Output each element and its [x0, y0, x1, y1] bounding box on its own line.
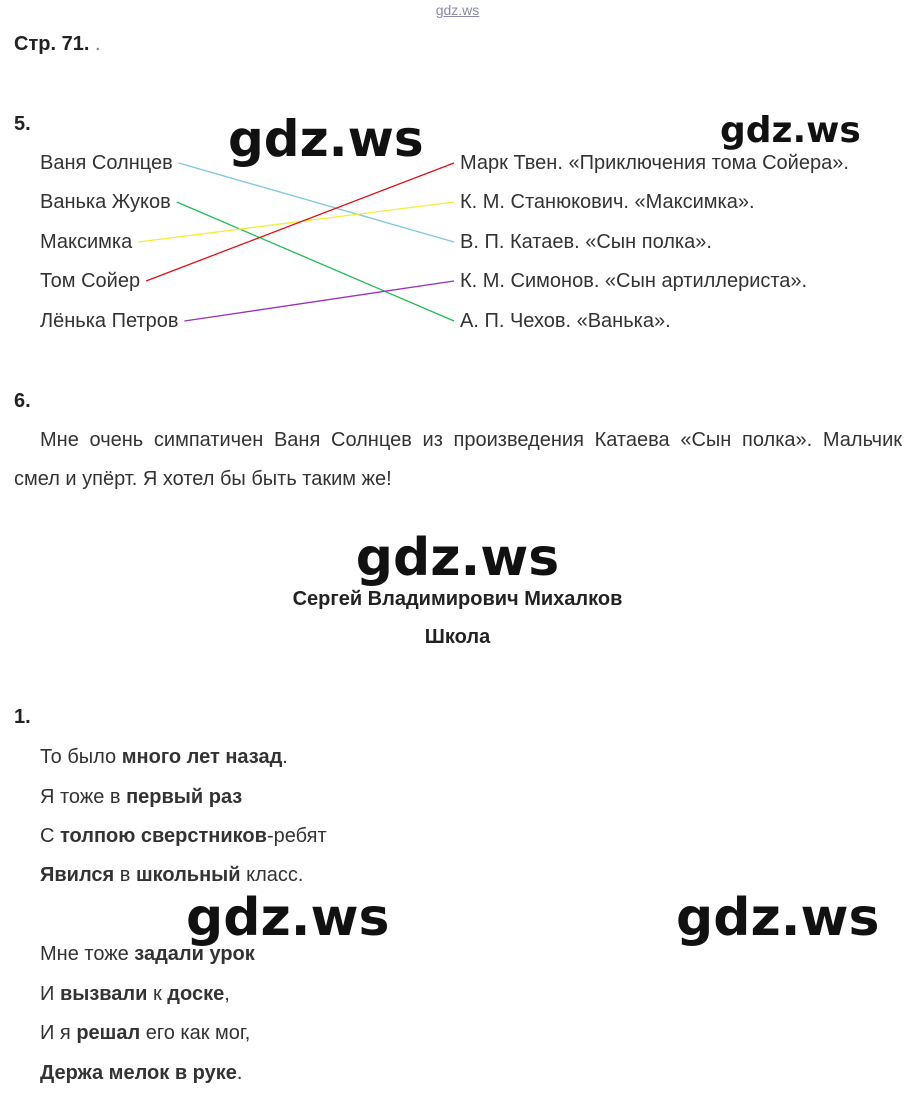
- plain-phrase: И: [40, 983, 60, 1005]
- plain-phrase: Мне тоже: [40, 943, 135, 965]
- connection-line: [184, 281, 454, 321]
- watermark-4: gdz.ws: [186, 888, 390, 948]
- task6-text: Мне очень симпатичен Ваня Солнцев из произведения Катаева «Сын полка». Мальчик смел и упёрт. Я хотел бы быть таким же!: [14, 429, 902, 490]
- book-author-title: К. М. Станюкович. «Максимка».: [460, 191, 755, 213]
- task5-number: 5.: [14, 113, 31, 135]
- top-watermark: gdz.ws: [435, 2, 480, 18]
- page-header-trail: .: [94, 33, 101, 55]
- highlighted-phrase: школьный: [135, 864, 241, 886]
- plain-phrase: С: [40, 825, 60, 847]
- plain-phrase: .: [236, 1062, 243, 1084]
- plain-phrase: -ребят: [266, 825, 327, 847]
- poem-line: [40, 745, 288, 769]
- plain-phrase: в: [114, 864, 136, 886]
- highlighted-phrase: вызвали: [59, 983, 148, 1005]
- highlighted-phrase: толпою сверстников: [60, 825, 267, 847]
- watermark-5: gdz.ws: [676, 888, 880, 948]
- character-name: Лёнька Петров: [40, 310, 179, 332]
- highlighted-phrase: много лет назад: [121, 746, 283, 768]
- poem-line: [40, 824, 327, 848]
- plain-phrase: То было: [40, 746, 122, 768]
- watermark-3: gdz.ws: [355, 528, 560, 588]
- book-author-title: Марк Твен. «Приключения тома Сойера».: [460, 152, 849, 174]
- highlighted-phrase: доске: [167, 983, 225, 1005]
- connection-line: [179, 163, 454, 242]
- plain-phrase: ,: [224, 983, 230, 1005]
- plain-phrase: к: [147, 983, 168, 1005]
- highlighted-phrase: Держа мелок в руке: [40, 1062, 237, 1084]
- page-header-text: Стр. 71.: [14, 33, 90, 55]
- watermark-2: gdz.ws: [720, 110, 861, 151]
- task6-number: 6.: [14, 390, 31, 412]
- plain-phrase: И я: [40, 1022, 77, 1044]
- book-author-title: В. П. Катаев. «Сын полка».: [460, 231, 712, 253]
- connection-line: [138, 202, 454, 242]
- character-name: Ваня Солнцев: [40, 152, 173, 174]
- poem-line: [40, 1021, 250, 1045]
- highlighted-phrase: первый раз: [126, 786, 243, 808]
- character-name: Максимка: [40, 231, 133, 253]
- poem-line: [40, 863, 303, 887]
- highlighted-phrase: Явился: [40, 864, 115, 886]
- book-author-title: К. М. Симонов. «Сын артиллериста».: [460, 270, 808, 292]
- poem-line: [40, 785, 242, 809]
- work-title: Школа: [424, 626, 491, 648]
- connection-line: [146, 163, 454, 281]
- plain-phrase: Я тоже в: [40, 786, 127, 808]
- poem-line: [40, 982, 230, 1006]
- book-author-title: А. П. Чехов. «Ванька».: [460, 310, 671, 332]
- plain-phrase: его как мог,: [140, 1022, 251, 1044]
- plain-phrase: класс.: [240, 864, 304, 886]
- highlighted-phrase: задали урок: [134, 943, 255, 965]
- poem-line: [40, 1061, 242, 1085]
- character-name: Том Сойер: [40, 270, 141, 292]
- watermark-1: gdz.ws: [228, 110, 424, 168]
- author-heading: Сергей Владимирович Михалков: [292, 588, 623, 610]
- highlighted-phrase: решал: [76, 1022, 141, 1044]
- plain-phrase: .: [282, 746, 288, 768]
- character-name: Ванька Жуков: [40, 191, 171, 213]
- task1-number: 1.: [14, 706, 31, 728]
